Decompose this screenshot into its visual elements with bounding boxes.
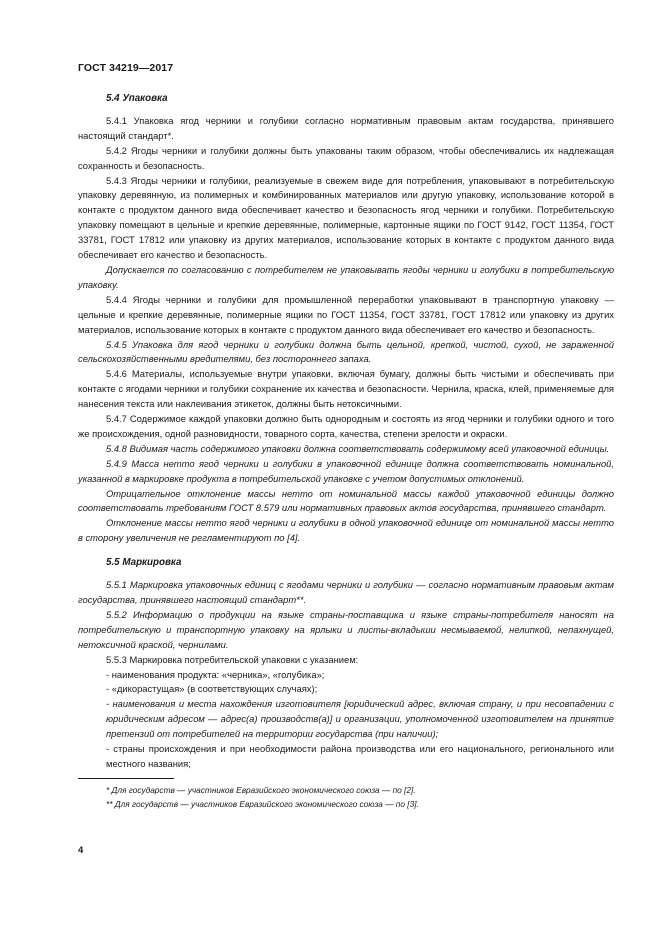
paragraph: 5.4.1 Упаковка ягод черники и голубики согласно нормативным правовым актам государства, принявшего настоящий стандарт*.	[78, 114, 614, 141]
footnote-divider	[78, 778, 174, 779]
paragraph: Допускается по согласованию с потребителем не упаковывать ягоды черники и голубики в потребительскую упаковку.	[78, 263, 614, 290]
list-item: - страны происхождения и при необходимости района производства или его национального, регионального или местного названия;	[106, 743, 614, 769]
document-header: ГОСТ 34219—2017	[78, 62, 174, 74]
section-heading-packaging: 5.4 Упаковка	[106, 93, 168, 104]
list-item: - «дикорастущая» (в соответствующих случаях);	[106, 683, 318, 695]
paragraph: 5.4.4 Ягоды черники и голубики для промышленной переработки упаковывают в транспортную упаковку — цельные и крепкие деревянные, полимерные ящики по ГОСТ 11354, ГОСТ 33781, ГОСТ 17812 или упаковку из других материалов, использование которых в контакте с продуктом данного вида обеспечивает его качество и безопасность.	[78, 293, 614, 335]
section-heading-marking: 5.5 Маркировка	[106, 557, 182, 569]
list-item: - наименования продукта: «черника», «голубика»;	[106, 668, 325, 680]
paragraph: 5.4.3 Ягоды черники и голубики, реализуемые в свежем виде для потребления, упаковывают в потребительскую упаковку деревянную, из полимерных и комбинированных материалов или другую упаковку, использование которой в контакте с продуктом данного вида обеспечивает качество и безопасность ягод черники и голубики. Потребительскую упаковку помещают в цельные и крепкие деревянные, полимерные, картонные ящики по ГОСТ 9142, ГОСТ 11354, ГОСТ 33781, ГОСТ 17812 или упаковку из других материалов, использование которых в контакте с продуктом данного вида обеспечивает его качество и безопасность.	[78, 174, 614, 261]
paragraph: 5.4.7 Содержимое каждой упаковки должно быть однородным и состоять из ягод черники и голубики одного и того же происхождения, одной разновидности, товарного сорта, качества, степени зрелости и окраски.	[78, 413, 614, 439]
section-gap	[78, 546, 614, 556]
footnote: ** Для государств — участников Евразийского экономического союза — по [3].	[106, 798, 419, 809]
paragraph: 5.4.6 Материалы, используемые внутри упаковки, включая бумагу, должны быть чистыми и обеспечивать при контакте с ягодами черники и голубики сохранение их качества и безопасности. Чернила, краска, клей, применяемые для нанесения текста или наклеивания этикеток, должны быть нетоксичными.	[78, 368, 614, 410]
paragraph: Отклонение массы нетто ягод черники и голубики в одной упаковочной единице от номинальной массы нетто в сторону увеличения не регламентируют по [4].	[78, 517, 614, 544]
paragraph: 5.4.2 Ягоды черники и голубики должны быть упакованы таким образом, чтобы обеспечивались их надлежащая сохранность и безопасность.	[78, 144, 614, 171]
page-number: 4	[78, 845, 84, 856]
paragraph: Отрицательное отклонение массы нетто от номинальной массы каждой упаковочной единицы должно соответствовать требованиям ГОСТ 8.579 или нормативных правовых актов государства, принявшего стандарт.	[78, 487, 614, 514]
footnote: * Для государств — участников Евразийского экономического союза — по [2].	[106, 784, 416, 795]
paragraph: 5.4.5 Упаковка для ягод черники и голубики должна быть цельной, крепкой, чистой, сухой, не зараженной сельскохозяйственными вредителями, без постороннего запаха.	[78, 338, 614, 365]
paragraph: 5.4.8 Видимая часть содержимого упаковки должна соответствовать содержимому всей упаковочной единицы.	[106, 442, 610, 454]
paragraph: 5.4.9 Масса нетто ягод черники и голубики в упаковочной единице должна соответствовать номинальной, указанной в маркировке продукта в потребительской упаковке с учетом допустимых отклонений.	[78, 457, 614, 484]
paragraph: 5.5.1 Маркировка упаковочных единиц с ягодами черники и голубики — согласно нормативным правовым актам государства, принявшего настоящий стандарт**.	[78, 579, 614, 605]
list-item: - наименования и места нахождения изготовителя [юридический адрес, включая страну, и при несовпадении с юридическим адресом — адрес(а) производств(а)] и организации, уполномоченной изготовителем на принятие претензий от потребителей на территории государства (при наличии);	[106, 698, 614, 740]
paragraph: 5.5.3 Маркировка потребительской упаковки с указанием:	[106, 653, 359, 665]
document-body	[78, 92, 614, 811]
paragraph: 5.5.2 Информацию о продукции на языке страны-поставщика и языке страны-потребителя наносят на потребительскую и транспортную упаковку на ярлыки и листы-вкладыши несмываемой, нелипкой, непахнущей, нетоксичной краской, чернилами.	[78, 608, 614, 650]
